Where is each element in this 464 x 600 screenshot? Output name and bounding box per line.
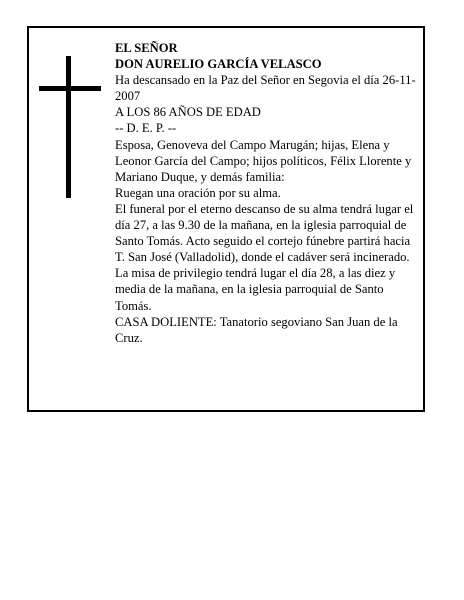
cross-vertical-bar: [66, 56, 71, 198]
cross-horizontal-bar: [39, 86, 101, 91]
obituary-notice: [27, 26, 425, 412]
notice-text: [115, 40, 421, 346]
family-paragraph: Esposa, Genoveva del Campo Marugán; hijas, Elena y Leonor García del Campo; hijos políticos, Félix Llorente y Mariano Duque, y demás familia:: [115, 137, 412, 184]
rest-statement: Ha descansado en la Paz del Señor en Segovia el día 26-11-2007: [115, 73, 416, 104]
prayer-line: Ruegan una oración por su alma.: [115, 185, 281, 200]
funeral-paragraph: El funeral por el eterno descanso de su alma tendrá lugar el día 27, a las 9.30 de la mañana, en la iglesia parroquial de Santo Tomás. Acto seguido el cortejo fúnebre partirá hacia T. San José (Valladolid), donde el cadáver será incinerado. La misa de privilegio tendrá lugar el día 28, a las diez y media de la mañana, en la iglesia parroquial de Santo Tomás.: [115, 201, 414, 313]
deceased-name: DON AURELIO GARCÍA VELASCO: [115, 57, 322, 72]
rip-line: -- D. E. P. --: [115, 121, 177, 136]
notice-title-line1: EL SEÑOR: [115, 41, 178, 55]
mourning-house: CASA DOLIENTE: Tanatorio segoviano San Juan de la Cruz.: [115, 314, 398, 345]
cross-icon: [39, 56, 101, 198]
age-line: A LOS 86 AÑOS DE EDAD: [115, 105, 261, 120]
